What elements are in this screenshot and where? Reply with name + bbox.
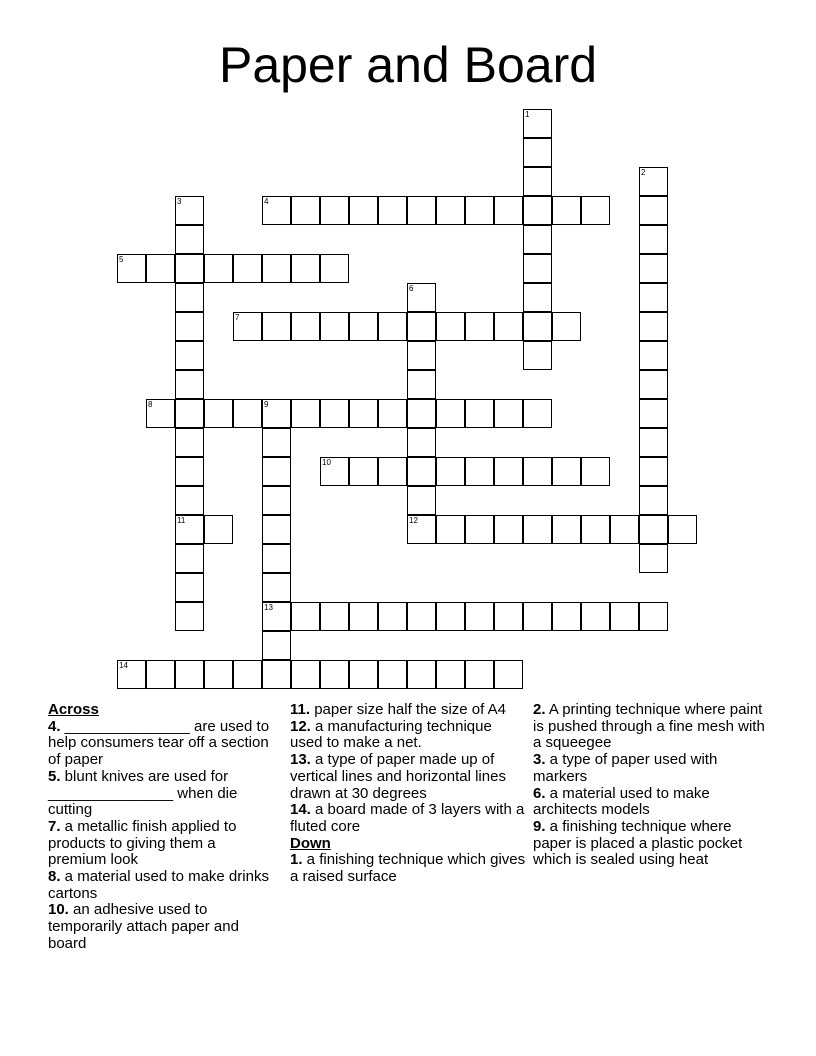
clue-number: 13. bbox=[290, 751, 311, 769]
grid-cell[interactable] bbox=[175, 254, 204, 283]
grid-cell[interactable] bbox=[639, 602, 668, 631]
grid-cell[interactable] bbox=[291, 660, 320, 689]
clue-column-1 bbox=[48, 702, 276, 953]
grid-cell[interactable] bbox=[320, 312, 349, 341]
grid-cell[interactable] bbox=[407, 660, 436, 689]
grid-cell[interactable] bbox=[175, 428, 204, 457]
grid-cell[interactable] bbox=[436, 515, 465, 544]
clue-text: a board made of 3 layers with a fluted core bbox=[290, 801, 525, 835]
cell-number: 4 bbox=[264, 197, 269, 206]
grid-cell[interactable] bbox=[465, 660, 494, 689]
grid-cell[interactable] bbox=[262, 254, 291, 283]
grid-cell[interactable] bbox=[233, 399, 262, 428]
grid-cell[interactable] bbox=[407, 283, 436, 312]
grid-cell[interactable] bbox=[204, 399, 233, 428]
grid-cell[interactable] bbox=[523, 399, 552, 428]
clue-text: a manufacturing technique used to make a net. bbox=[290, 717, 492, 752]
grid-cell[interactable] bbox=[175, 196, 204, 225]
clue-item bbox=[290, 702, 526, 719]
grid-cell[interactable] bbox=[378, 602, 407, 631]
grid-cell[interactable] bbox=[233, 660, 262, 689]
grid-cell[interactable] bbox=[407, 602, 436, 631]
page-title: Paper and Board bbox=[218, 37, 598, 93]
cell-number: 11 bbox=[177, 516, 186, 525]
grid-cell[interactable] bbox=[639, 428, 668, 457]
grid-cell[interactable] bbox=[407, 312, 436, 341]
grid-cell[interactable] bbox=[436, 602, 465, 631]
grid-cell[interactable] bbox=[146, 399, 175, 428]
grid-cell[interactable] bbox=[262, 602, 291, 631]
clue-text: a metallic finish applied to products to giving them a premium look bbox=[48, 817, 237, 869]
grid-cell[interactable] bbox=[407, 515, 436, 544]
grid-cell[interactable] bbox=[407, 196, 436, 225]
grid-cell[interactable] bbox=[552, 515, 581, 544]
grid-cell[interactable] bbox=[117, 254, 146, 283]
grid-cell[interactable] bbox=[436, 399, 465, 428]
clue-item bbox=[533, 752, 773, 785]
grid-cell[interactable] bbox=[581, 457, 610, 486]
grid-cell[interactable] bbox=[175, 399, 204, 428]
clue-item bbox=[48, 902, 276, 952]
grid-cell[interactable] bbox=[552, 602, 581, 631]
grid-cell[interactable] bbox=[175, 312, 204, 341]
grid-cell[interactable] bbox=[146, 660, 175, 689]
grid-cell[interactable] bbox=[523, 138, 552, 167]
clue-item bbox=[48, 819, 276, 869]
grid-cell[interactable] bbox=[639, 225, 668, 254]
clue-number: 1. bbox=[290, 851, 303, 869]
grid-cell[interactable] bbox=[262, 312, 291, 341]
grid-cell[interactable] bbox=[291, 399, 320, 428]
clue-number: 6. bbox=[533, 784, 546, 802]
grid-cell[interactable] bbox=[639, 283, 668, 312]
grid-cell[interactable] bbox=[610, 602, 639, 631]
grid-cell[interactable] bbox=[320, 254, 349, 283]
grid-cell[interactable] bbox=[233, 312, 262, 341]
grid-cell[interactable] bbox=[117, 660, 146, 689]
grid-cell[interactable] bbox=[378, 660, 407, 689]
grid-cell[interactable] bbox=[436, 660, 465, 689]
grid-cell[interactable] bbox=[639, 544, 668, 573]
cell-number: 3 bbox=[177, 197, 182, 206]
cell-number: 9 bbox=[264, 400, 269, 409]
grid-cell[interactable] bbox=[233, 254, 262, 283]
cell-number: 2 bbox=[641, 168, 646, 177]
clue-item bbox=[48, 769, 276, 819]
grid-cell[interactable] bbox=[610, 515, 639, 544]
clue-item bbox=[290, 752, 526, 802]
clue-number: 8. bbox=[48, 868, 61, 886]
grid-cell[interactable] bbox=[262, 399, 291, 428]
grid-cell[interactable] bbox=[639, 196, 668, 225]
grid-cell[interactable] bbox=[494, 196, 523, 225]
grid-cell[interactable] bbox=[581, 196, 610, 225]
grid-cell[interactable] bbox=[436, 196, 465, 225]
grid-cell[interactable] bbox=[378, 457, 407, 486]
grid-cell[interactable] bbox=[378, 312, 407, 341]
cell-number: 8 bbox=[148, 400, 153, 409]
grid-cell[interactable] bbox=[494, 457, 523, 486]
grid-cell[interactable] bbox=[494, 660, 523, 689]
grid-cell[interactable] bbox=[639, 457, 668, 486]
grid-cell[interactable] bbox=[465, 312, 494, 341]
grid-cell[interactable] bbox=[436, 457, 465, 486]
clue-text: a type of paper used with markers bbox=[533, 751, 718, 785]
clue-column-3 bbox=[533, 702, 773, 869]
grid-cell[interactable] bbox=[262, 515, 291, 544]
clue-number: 7. bbox=[48, 817, 61, 835]
grid-cell[interactable] bbox=[639, 312, 668, 341]
grid-cell[interactable] bbox=[668, 515, 697, 544]
grid-cell[interactable] bbox=[175, 515, 204, 544]
grid-cell[interactable] bbox=[523, 602, 552, 631]
grid-cell[interactable] bbox=[175, 602, 204, 631]
grid-cell[interactable] bbox=[465, 515, 494, 544]
grid-cell[interactable] bbox=[523, 457, 552, 486]
cell-number: 5 bbox=[119, 255, 124, 264]
clue-item bbox=[290, 852, 526, 885]
grid-cell[interactable] bbox=[407, 341, 436, 370]
grid-cell[interactable] bbox=[262, 660, 291, 689]
clue-number: 9. bbox=[533, 817, 546, 835]
grid-cell[interactable] bbox=[146, 254, 175, 283]
clue-text: an adhesive used to temporarily attach paper and board bbox=[48, 901, 239, 952]
grid-cell[interactable] bbox=[465, 457, 494, 486]
grid-cell[interactable] bbox=[204, 254, 233, 283]
grid-cell[interactable] bbox=[639, 399, 668, 428]
grid-cell[interactable] bbox=[552, 457, 581, 486]
grid-cell[interactable] bbox=[262, 486, 291, 515]
grid-cell[interactable] bbox=[407, 370, 436, 399]
cell-number: 1 bbox=[525, 110, 530, 119]
grid-cell[interactable] bbox=[175, 370, 204, 399]
clue-number: 5. bbox=[48, 767, 61, 785]
grid-cell[interactable] bbox=[175, 486, 204, 515]
clue-text: a material used to make drinks cartons bbox=[48, 868, 269, 902]
grid-cell[interactable] bbox=[581, 515, 610, 544]
grid-cell[interactable] bbox=[262, 196, 291, 225]
grid-cell[interactable] bbox=[639, 370, 668, 399]
grid-cell[interactable] bbox=[407, 457, 436, 486]
grid-cell[interactable] bbox=[581, 602, 610, 631]
grid-cell[interactable] bbox=[175, 573, 204, 602]
grid-cell[interactable] bbox=[523, 167, 552, 196]
clue-column-2 bbox=[290, 702, 526, 886]
clue-item bbox=[533, 786, 773, 819]
grid-cell[interactable] bbox=[349, 399, 378, 428]
grid-cell[interactable] bbox=[639, 254, 668, 283]
cell-number: 7 bbox=[235, 313, 240, 322]
grid-cell[interactable] bbox=[523, 341, 552, 370]
clue-text: a type of paper made up of vertical lines and horizontal lines drawn at 30 degrees bbox=[290, 751, 506, 802]
grid-cell[interactable] bbox=[349, 312, 378, 341]
grid-cell[interactable] bbox=[349, 196, 378, 225]
clue-text: paper size half the size of A4 bbox=[310, 701, 506, 718]
grid-cell[interactable] bbox=[349, 602, 378, 631]
clue-text: a finishing technique which gives a raised surface bbox=[290, 851, 526, 886]
grid-cell[interactable] bbox=[291, 602, 320, 631]
grid-cell[interactable] bbox=[494, 515, 523, 544]
grid-cell[interactable] bbox=[262, 573, 291, 602]
clue-item bbox=[290, 802, 526, 835]
grid-cell[interactable] bbox=[465, 602, 494, 631]
grid-cell[interactable] bbox=[175, 660, 204, 689]
grid-cell[interactable] bbox=[320, 399, 349, 428]
grid-cell[interactable] bbox=[552, 196, 581, 225]
cell-number: 14 bbox=[119, 661, 128, 670]
grid-cell[interactable] bbox=[465, 399, 494, 428]
clue-number: 10. bbox=[48, 901, 69, 919]
grid-cell[interactable] bbox=[291, 196, 320, 225]
clue-text: blunt knives are used for _______________ when die cutting bbox=[48, 767, 238, 819]
clue-text: a finishing technique where paper is placed a plastic pocket which is sealed using heat bbox=[533, 817, 743, 869]
grid-cell[interactable] bbox=[175, 225, 204, 254]
grid-cell[interactable] bbox=[175, 457, 204, 486]
grid-cell[interactable] bbox=[262, 631, 291, 660]
clue-item bbox=[290, 719, 526, 752]
grid-cell[interactable] bbox=[320, 602, 349, 631]
grid-cell[interactable] bbox=[175, 283, 204, 312]
grid-cell[interactable] bbox=[552, 312, 581, 341]
clue-number: 12. bbox=[290, 717, 311, 735]
across-heading: Across bbox=[48, 701, 99, 718]
grid-cell[interactable] bbox=[523, 225, 552, 254]
grid-cell[interactable] bbox=[349, 457, 378, 486]
clue-item bbox=[533, 702, 773, 752]
grid-cell[interactable] bbox=[639, 341, 668, 370]
grid-cell[interactable] bbox=[378, 196, 407, 225]
clue-text: a material used to make architects models bbox=[533, 784, 710, 819]
grid-cell[interactable] bbox=[436, 312, 465, 341]
clue-text: _______________ are used to help consumers tear off a section of paper bbox=[48, 717, 270, 769]
grid-cell[interactable] bbox=[320, 660, 349, 689]
grid-cell[interactable] bbox=[407, 486, 436, 515]
grid-cell[interactable] bbox=[465, 196, 494, 225]
down-heading: Down bbox=[290, 834, 331, 852]
clue-number: 11. bbox=[290, 701, 311, 718]
grid-cell[interactable] bbox=[407, 399, 436, 428]
grid-cell[interactable] bbox=[639, 515, 668, 544]
clue-number: 4. bbox=[48, 717, 61, 735]
grid-cell[interactable] bbox=[204, 515, 233, 544]
grid-cell[interactable] bbox=[523, 312, 552, 341]
grid-cell[interactable] bbox=[175, 544, 204, 573]
grid-cell[interactable] bbox=[407, 428, 436, 457]
grid-cell[interactable] bbox=[494, 312, 523, 341]
grid-cell[interactable] bbox=[523, 109, 552, 138]
grid-cell[interactable] bbox=[262, 428, 291, 457]
grid-cell[interactable] bbox=[291, 254, 320, 283]
grid-cell[interactable] bbox=[262, 457, 291, 486]
clue-item bbox=[48, 719, 276, 769]
clue-number: 2. bbox=[533, 701, 546, 718]
cell-number: 13 bbox=[264, 603, 273, 612]
grid-cell[interactable] bbox=[494, 602, 523, 631]
clue-number: 14. bbox=[290, 801, 311, 819]
grid-cell[interactable] bbox=[320, 196, 349, 225]
grid-cell[interactable] bbox=[204, 660, 233, 689]
grid-cell[interactable] bbox=[320, 457, 349, 486]
clue-text: A printing technique where paint is pushed through a fine mesh with a squeegee bbox=[533, 701, 765, 752]
grid-cell[interactable] bbox=[639, 486, 668, 515]
clue-item bbox=[48, 869, 276, 902]
grid-cell[interactable] bbox=[349, 660, 378, 689]
grid-cell[interactable] bbox=[262, 544, 291, 573]
grid-cell[interactable] bbox=[523, 515, 552, 544]
grid-cell[interactable] bbox=[523, 196, 552, 225]
cell-number: 6 bbox=[409, 284, 414, 293]
cell-number: 12 bbox=[409, 516, 418, 525]
grid-cell[interactable] bbox=[494, 399, 523, 428]
grid-cell[interactable] bbox=[523, 283, 552, 312]
grid-cell[interactable] bbox=[639, 167, 668, 196]
grid-cell[interactable] bbox=[291, 312, 320, 341]
cell-number: 10 bbox=[322, 458, 331, 467]
grid-cell[interactable] bbox=[523, 254, 552, 283]
clue-item bbox=[533, 819, 773, 869]
grid-cell[interactable] bbox=[175, 341, 204, 370]
clue-number: 3. bbox=[533, 751, 546, 769]
grid-cell[interactable] bbox=[378, 399, 407, 428]
